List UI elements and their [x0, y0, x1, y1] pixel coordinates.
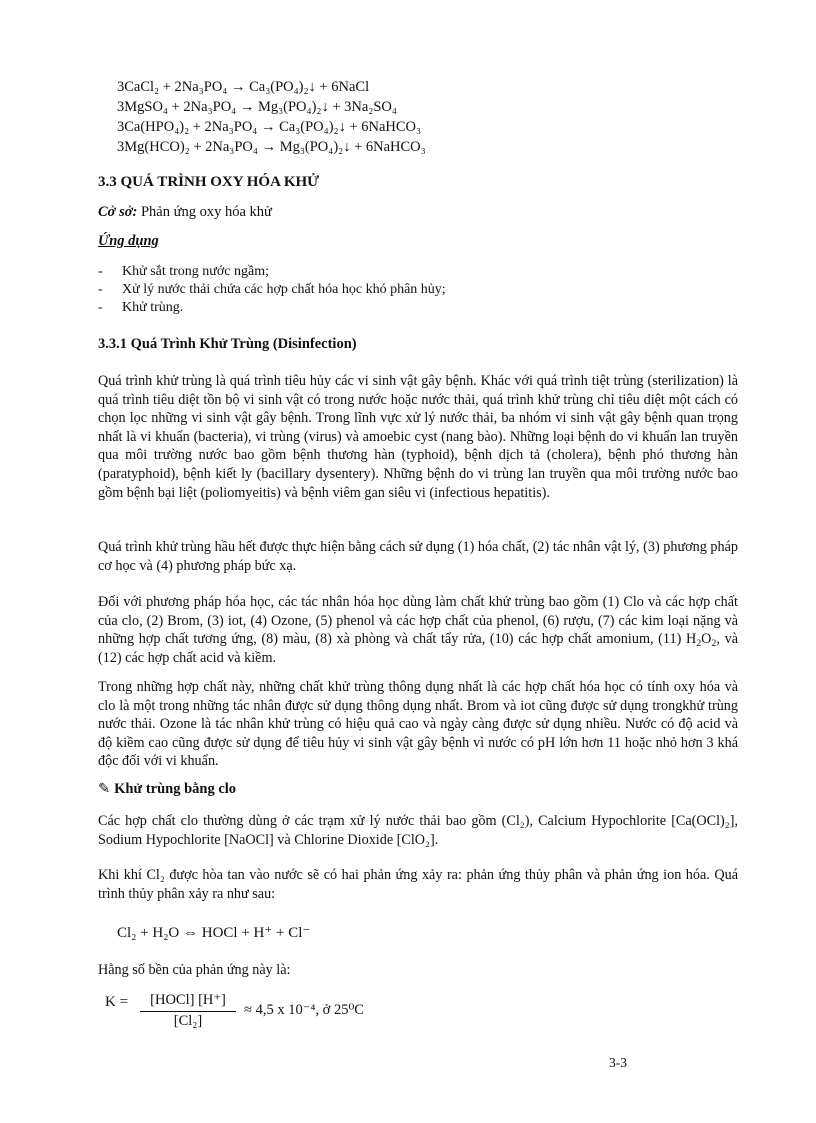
constant-fraction: [140, 992, 236, 1030]
basis-line: [98, 204, 272, 221]
paragraph-dissolution: Khi khí Cl₂ được hòa tan vào nước sẽ có hai phản ứng xảy ra: phản ứng thủy phân và phản ứng ion hóa. Quá trình thủy phân xảy ra như sau:: [98, 867, 738, 902]
section-heading: 3.3 QUÁ TRÌNH OXY HÓA KHỬ: [98, 174, 320, 190]
basis-label: Cở sở:: [98, 204, 138, 220]
applications-list: [98, 263, 446, 317]
applications-heading: Ứng dụng: [98, 233, 159, 249]
equation-4: 3Mg(HCO)₂ + 2Na₃PO₄ → Mg₃(PO₄)₂↓ + 6NaHCO₃: [117, 139, 426, 155]
paragraph-constant-intro: Hằng số bền của phản ứng này là:: [98, 962, 291, 978]
basis-text: Phản ứng oxy hóa khử: [137, 204, 272, 220]
subsection-heading: 3.3.1 Quá Trình Khử Trùng (Disinfection): [98, 336, 357, 352]
paragraph-chlorine-compounds: Các hợp chất clo thường dùng ở các trạm xử lý nước thải bao gồm (Cl₂), Calcium Hypochlorite [Ca(OCl)₂], Sodium Hypochlorite [NaOCl] và Chlorine Dioxide [ClO₂].: [98, 813, 738, 848]
page-number: 3-3: [609, 1055, 627, 1070]
paragraph-disinfection-intro: Quá trình khử trùng là quá trình tiêu hủy các vi sinh vật gây bệnh. Khác với quá trình tiệt trùng (sterilization) là quá trình tiêu diệt tồn bộ vi sinh vật có trong nước hoặc nước thải, quá trình khử trùng chỉ tiêu diệt một cách có chọn lọc những vi sinh vật gây bệnh. Trong lĩnh vực xử lý nước thải, ba nhóm vi sinh vật gây bệnh quan trọng nhất là vi khuẩn (bacteria), vi trùng (virus) và amoebic cyst (nang bào). Những loại bệnh do vi khuẩn lan truyền qua môi trường nước bao gồm bệnh thương hàn (typhoid), bệnh dịch tả (cholera), bệnh phó thương hàn (paratyphoid), bệnh kiết ly (bacillary dysentery). Những bệnh do vi trùng lan truyền qua môi trường nước bao gồm bệnh bại liệt (poliomyeitis) và bệnh viêm gan siêu vi (infectious hepatitis).: [98, 373, 738, 501]
paragraph-chemical-agents: Đối với phương pháp hóa học, các tác nhân hóa học dùng làm chất khử trùng bao gồm (1) Clo và các hợp chất của clo, (2) Brom, (3) iot, (4) Ozone, (5) phenol và các hợp chất của phenol, (6) rượu, (7) các kim loại nặng và những hợp chất tương ứng, (8) màu, (8) xà phòng và chất tẩy rửa, (10) các hợp chất amonium, (11) $H_2O_2$, và (12) các hợp chất acid và kiềm.: [98, 594, 738, 666]
list-item: - Xử lý nước thải chứa các hợp chất hóa học khó phân hủy;: [98, 282, 446, 297]
fraction-numerator: [HOCl] [H⁺]: [140, 992, 236, 1012]
equation-2: 3MgSO₄ + 2Na₃PO₄ → Mg₃(PO₄)₂↓ + 3Na₂SO₄: [117, 99, 397, 115]
equation-3: 3Ca(HPO₄)₂ + 2Na₃PO₄ → Ca₃(PO₄)₂↓ + 6NaHCO₃: [117, 119, 422, 135]
fraction-denominator: [Cl₂]: [173, 1013, 203, 1029]
pencil-icon: ✎: [98, 781, 111, 797]
constant-lhs: K =: [105, 994, 129, 1010]
list-item: - Khử sắt trong nước ngầm;: [98, 264, 269, 279]
paragraph-methods: Quá trình khử trùng hầu hết được thực hiện bằng cách sử dụng (1) hóa chất, (2) tác nhân vật lý, (3) phương pháp cơ học và (4) phương pháp bức xạ.: [98, 539, 738, 574]
hydrolysis-equation: Cl₂ + H₂O ⇔ HOCl + H⁺ + Cl⁻: [117, 925, 311, 941]
list-item: - Khử trùng.: [98, 300, 184, 315]
equation-1: 3CaCl₂ + 2Na₃PO₄ → Ca₃(PO₄)₂↓ + 6NaCl: [117, 79, 370, 95]
paragraph-common-disinfectants: Trong những hợp chất này, những chất khử trùng thông dụng nhất là các hợp chất hóa học có tính oxy hóa và clo là một trong những tác nhân được sử dụng thông dụng nhất. Brom và iot cũng được sử dụng trongkhử trùng nước thải. Ozone là tác nhân khử trùng có hiệu quả cao và ngày càng được sử dụng nhiều. Nước có độ acid và độ kiềm cao cũng được sử dụng để tiêu hủy vi sinh vật gây bệnh vì nước có pH lớn hơn 11 hoặc nhỏ hơn 3 khá độc đối với vi khuẩn.: [98, 679, 738, 770]
chlorine-heading: ✎ Khử trùng bằng clo: [98, 781, 237, 797]
constant-value: ≈ 4,5 x 10⁻⁴, ở 25⁰C: [244, 1002, 364, 1018]
